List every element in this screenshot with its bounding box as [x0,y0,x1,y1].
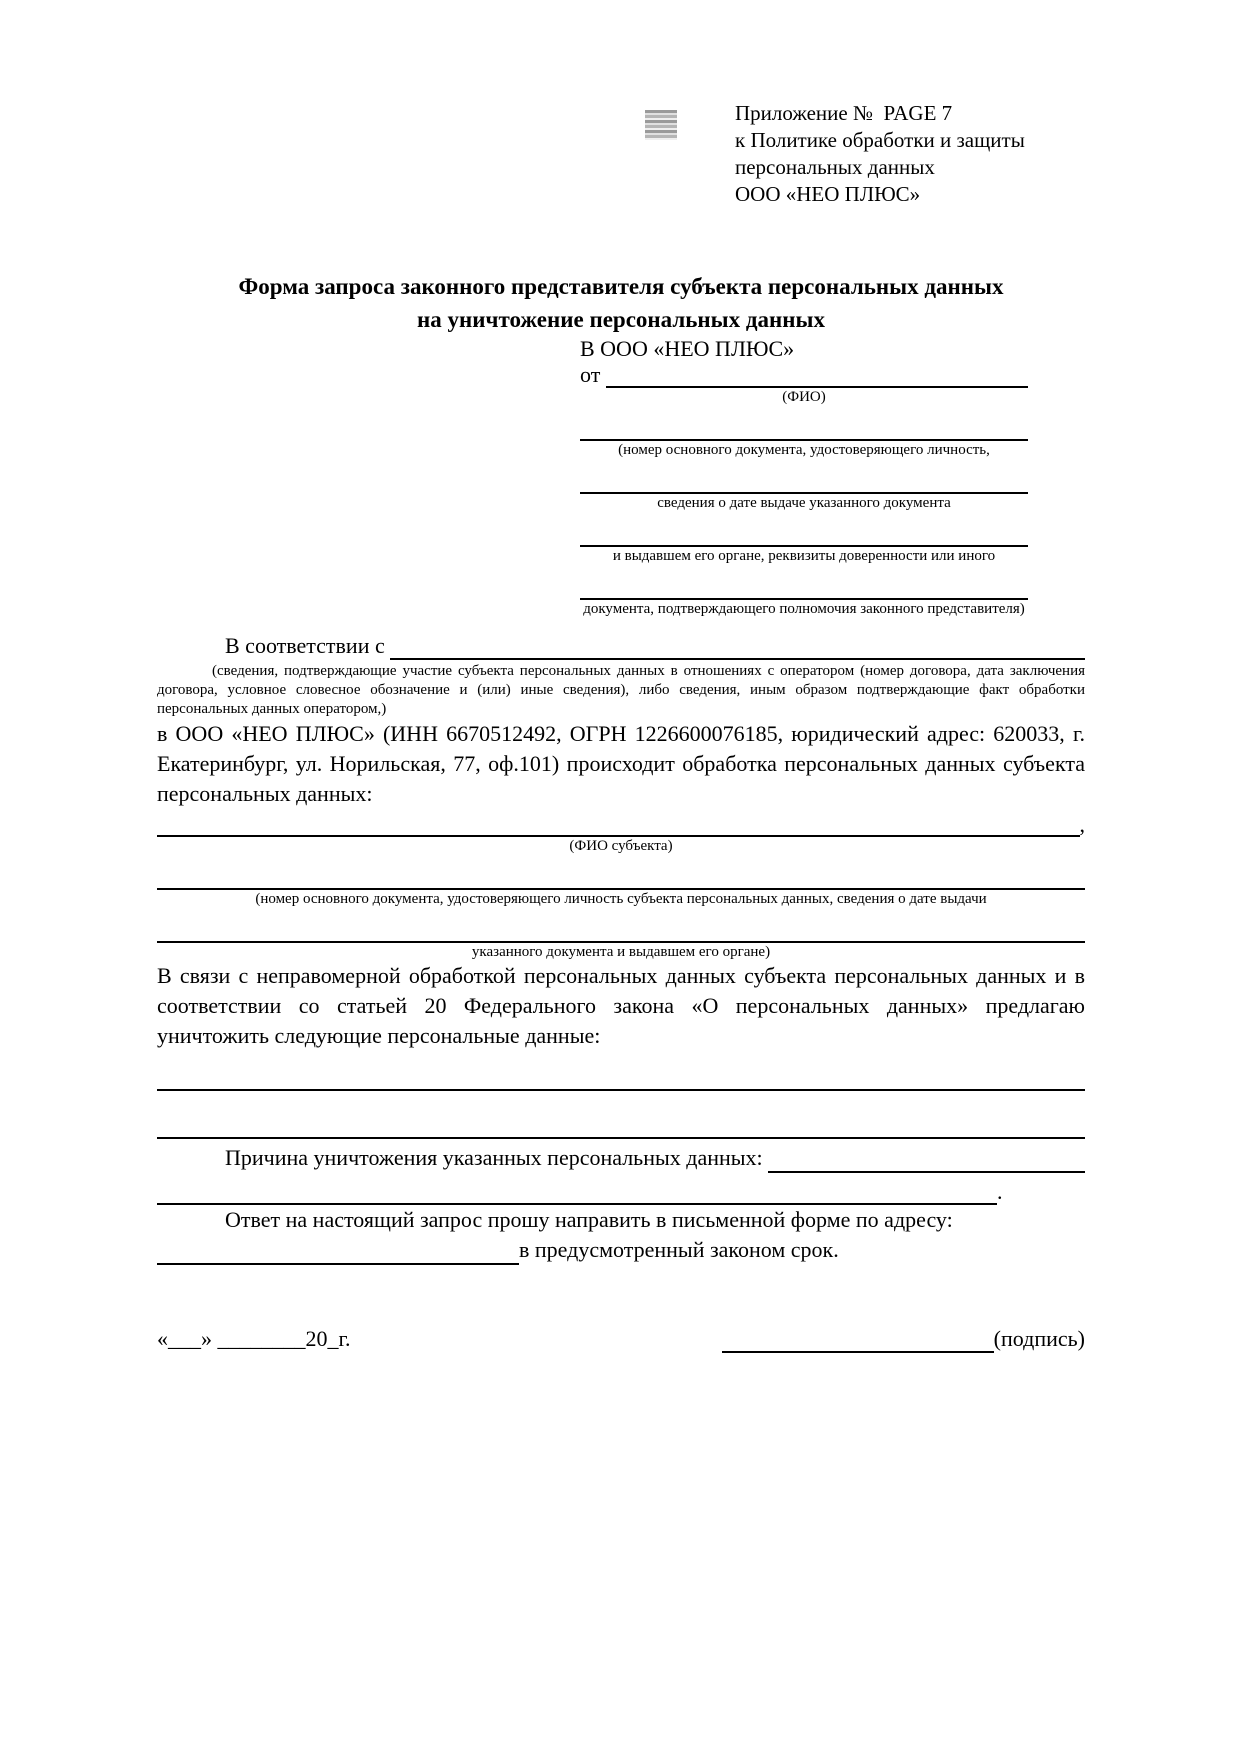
blank-line [157,921,1085,943]
blank-line [768,1149,1085,1173]
trailing-period: . [997,1179,1003,1204]
signature-caption: (подпись) [993,1326,1085,1351]
addressee-block [580,336,1028,618]
trailing-comma: , [1079,812,1085,837]
field-caption: сведения о дате выдаче указанного документа [657,495,951,511]
blank-line [157,1117,1085,1139]
from-field [580,362,1028,388]
field-caption: (ФИО субъекта) [569,838,673,854]
field-group [157,868,1085,908]
accordance-label: В соответствии с [225,633,391,658]
field-caption: (ФИО) [782,389,826,405]
blank-line [580,578,1028,600]
reply-line2 [157,1235,1085,1265]
text-lines-icon [645,110,677,140]
field-group [580,419,1028,459]
signature-field [722,1325,1085,1353]
appendix-line: Приложение № PAGE 7 [735,101,953,125]
accordance-field [157,632,1085,660]
page-title-line2: на уничтожение персональных данных [417,307,825,332]
field-group [157,921,1085,961]
field-caption: документа, подтверждающего полномочия законного представителя) [583,601,1025,617]
document-header [157,100,1085,212]
blank-line [157,813,1080,837]
field-group [580,525,1028,565]
blank-line [157,1241,519,1265]
subject-name-field [157,813,1085,837]
reply-line1: Ответ на настоящий запрос прошу направить в письменной форме по адресу: [225,1207,953,1232]
page-title-line1: Форма запроса законного представителя субъекта персональных данных [238,274,1004,299]
appendix-line: персональных данных [735,155,935,179]
blank-line [580,525,1028,547]
appendix-block [735,100,1025,208]
blank-line [390,636,1085,660]
field-group [580,578,1028,618]
blank-line [157,868,1085,890]
blank-line [157,1181,997,1205]
field-caption: (номер основного документа, удостоверяющего личность субъекта персональных данных, сведения о дате выдачи [255,891,987,907]
reason-label: Причина уничтожения указанных персональных данных: [225,1145,769,1170]
field-caption: и выдавшем его органе, реквизиты доверенности или иного [612,548,996,564]
page-title [157,270,1085,336]
addressee-to: В ООО «НЕО ПЛЮС» [580,336,795,361]
blank-line [157,1069,1085,1091]
reason-continuation [157,1179,1085,1205]
appendix-line: ООО «НЕО ПЛЮС» [735,182,921,206]
blank-line [722,1329,994,1353]
reply-line2-text: в предусмотренный законом срок. [519,1237,839,1262]
blank-line [606,364,1028,388]
accordance-note: (сведения, подтверждающие участие субъекта персональных данных в отношениях с оператором (номер договора, дата заключения договора, условное словесное обозначение и (или) иные сведения), либо сведения, иным образом подтверждающие факт обработки персональных данных оператором,) [157,663,1085,717]
field-group [580,472,1028,512]
request-paragraph: В связи с неправомерной обработкой персональных данных субъекта персональных данных и в соответствии со статьей 20 Федерального закона «О персональных данных» предлагаю уничтожить следующие персональные данные: [157,963,1085,1048]
operator-paragraph: в ООО «НЕО ПЛЮС» (ИНН 6670512492, ОГРН 1226600076185, юридический адрес: 620033, г. Екатеринбург, ул. Норильская, 77, оф.101) происходит обработка персональных данных субъекта персональных данных: [157,721,1085,806]
blank-line [580,472,1028,494]
field-caption: указанного документа и выдавшем его органе) [471,944,771,960]
field-caption: (номер основного документа, удостоверяющего личность, [618,442,990,458]
from-label: от [580,362,606,387]
appendix-line: к Политике обработки и защиты [735,128,1025,152]
reason-field [157,1143,1085,1173]
date-signature-row [157,1325,1085,1353]
blank-line [580,419,1028,441]
date-line: «___» ________20_г. [157,1326,351,1351]
